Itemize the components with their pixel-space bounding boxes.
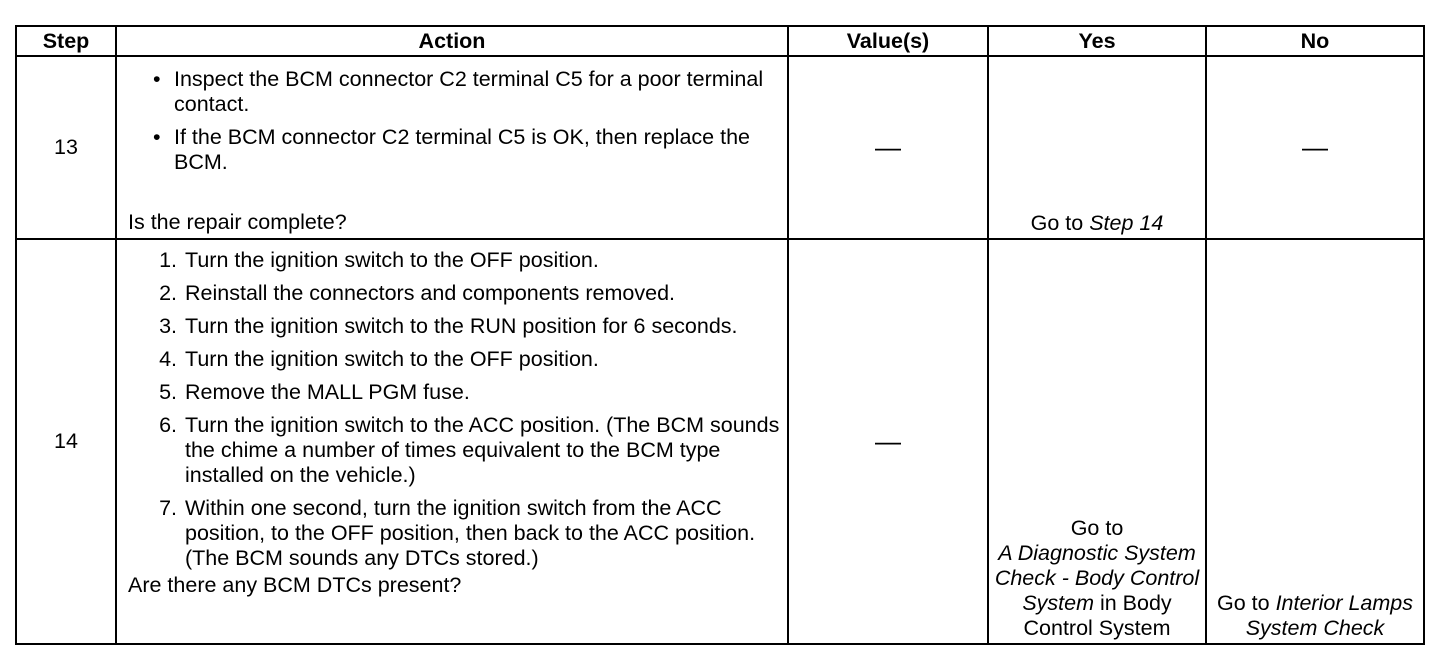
action-step-text: Reinstall the connectors and components removed. [185, 281, 675, 305]
no-link-interior-lamps-system-check[interactable]: Interior Lamps System Check [1245, 591, 1413, 640]
action-step-text: Remove the MALL PGM fuse. [185, 380, 470, 404]
action-step [147, 248, 795, 273]
step-number: 14 [16, 239, 116, 644]
action-step-number: 2. [159, 281, 177, 305]
no-cell: — [1206, 56, 1424, 239]
action-step-number: 1. [159, 248, 177, 272]
yes-suffix: in Body Control System [1023, 591, 1172, 640]
action-step [147, 347, 795, 372]
yes-cell [988, 56, 1206, 239]
diagnostic-table [15, 25, 1425, 645]
header-values: Value(s) [788, 26, 988, 56]
action-step [147, 380, 795, 405]
header-action: Action [116, 26, 788, 56]
action-step-number: 5. [159, 380, 177, 404]
action-step-text: Within one second, turn the ignition switch from the ACC position, to the OFF position, then back to the ACC position. (The BCM sounds any DTCs stored.) [185, 496, 756, 570]
value-cell: — [788, 239, 988, 644]
action-step [147, 314, 795, 339]
action-step-text: Turn the ignition switch to the RUN position for 6 seconds. [185, 314, 738, 338]
action-question: Is the repair complete? [128, 210, 347, 234]
action-cell [116, 239, 788, 644]
action-step-number: 7. [159, 496, 177, 520]
header-no: No [1206, 26, 1424, 56]
header-row [16, 26, 1424, 56]
yes-prefix: Go to [1070, 516, 1124, 540]
yes-link-diagnostic-system-check[interactable]: A Diagnostic System Check - Body Control System [994, 541, 1200, 615]
action-step-number: 6. [159, 413, 177, 437]
action-step [147, 413, 795, 488]
yes-prefix: Go to [1030, 211, 1090, 235]
yes-cell [988, 239, 1206, 644]
action-step [147, 281, 795, 306]
action-step-number: 4. [159, 347, 177, 371]
action-step-text: Turn the ignition switch to the OFF position. [185, 248, 599, 272]
action-step-text: Turn the ignition switch to the ACC position. (The BCM sounds the chime a number of times equivalent to the BCM type installed on the vehicle.) [185, 413, 780, 487]
action-step-text: Turn the ignition switch to the OFF position. [185, 347, 599, 371]
header-yes: Yes [988, 26, 1206, 56]
table-row-step-13 [16, 56, 1424, 239]
action-cell [116, 56, 788, 239]
no-cell [1206, 239, 1424, 644]
step-number: 13 [16, 56, 116, 239]
header-step: Step [16, 26, 116, 56]
action-step-number: 3. [159, 314, 177, 338]
action-bullet: • Inspect the BCM connector C2 terminal C5 for a poor terminal contact. [149, 67, 794, 117]
action-bullet: • If the BCM connector C2 terminal C5 is OK, then replace the BCM. [149, 125, 794, 175]
action-step-list [117, 248, 787, 571]
action-bullet-list [117, 67, 787, 175]
action-step [147, 496, 795, 571]
action-question: Are there any BCM DTCs present? [128, 573, 462, 597]
table-row-step-14 [16, 239, 1424, 644]
no-prefix: Go to [1217, 591, 1276, 615]
value-cell: — [788, 56, 988, 239]
yes-link-step-14[interactable]: Step 14 [1089, 211, 1164, 235]
